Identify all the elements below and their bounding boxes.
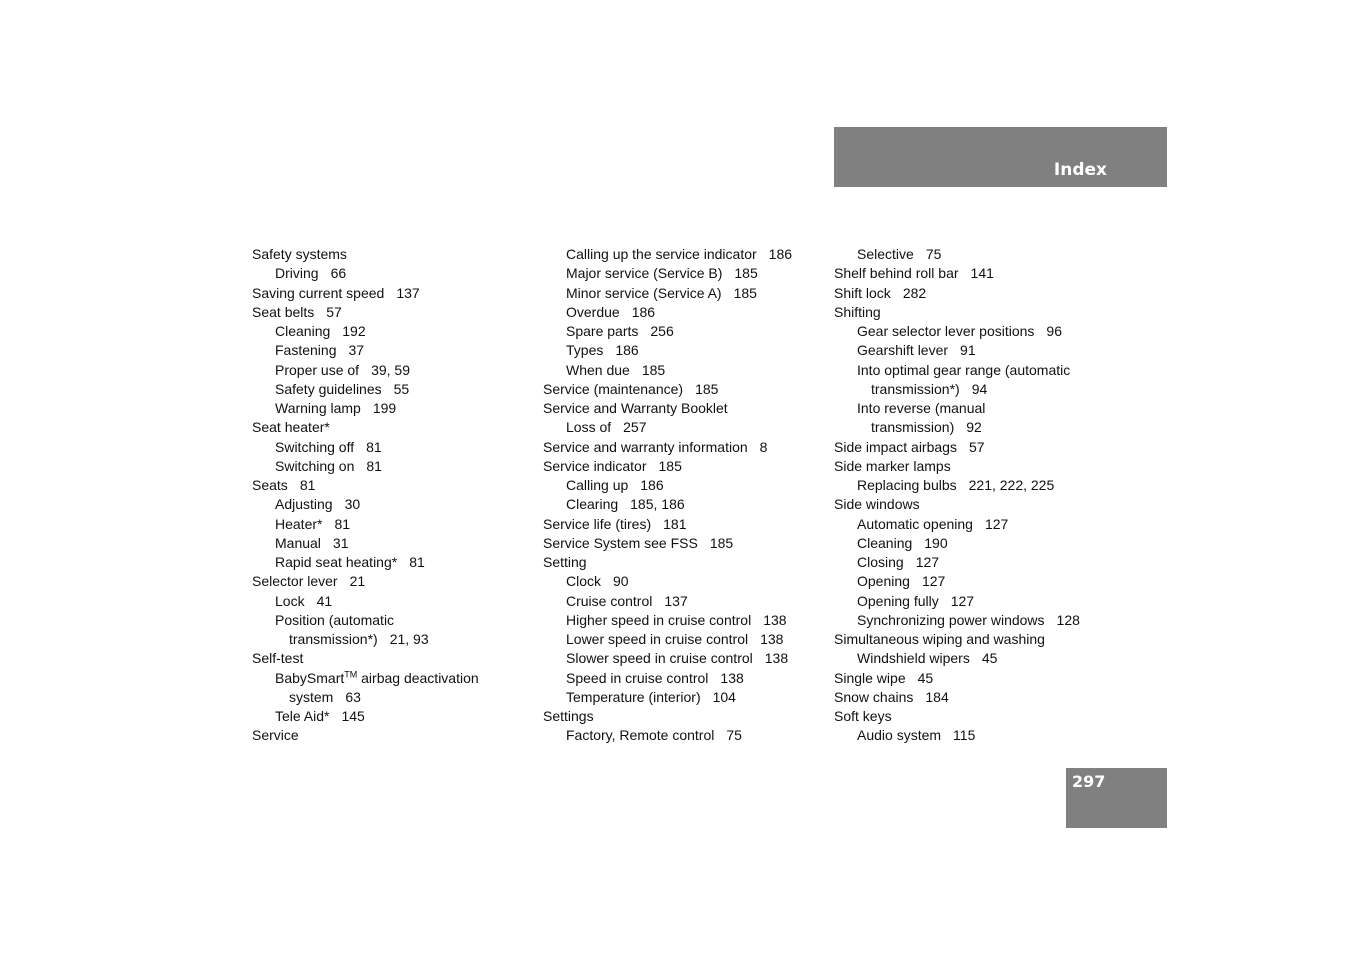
index-entry bbox=[252, 264, 532, 283]
index-term: Service bbox=[252, 727, 299, 744]
index-page-reference: 138 bbox=[760, 631, 784, 647]
index-entry bbox=[252, 284, 532, 303]
index-term: system bbox=[289, 688, 334, 705]
index-page-reference: 96 bbox=[1046, 323, 1062, 339]
index-entry bbox=[543, 245, 828, 264]
index-page-reference: 81 bbox=[299, 477, 316, 493]
index-term: Shift lock bbox=[834, 284, 891, 301]
index-term: Snow chains bbox=[834, 688, 914, 705]
index-entry bbox=[834, 303, 1134, 322]
index-entry bbox=[543, 264, 828, 283]
index-entry bbox=[252, 515, 532, 534]
index-entry bbox=[543, 592, 828, 611]
index-term: Speed in cruise control bbox=[566, 669, 709, 686]
index-term: Closing bbox=[857, 554, 904, 570]
index-entry bbox=[252, 592, 532, 611]
index-entry bbox=[543, 361, 828, 380]
index-entry bbox=[543, 534, 828, 553]
index-term: transmission*) bbox=[289, 631, 378, 647]
index-page-reference: 186 bbox=[768, 246, 793, 262]
index-term: Cruise control bbox=[566, 592, 653, 609]
page-number: 297 bbox=[1072, 772, 1106, 791]
page-title: Index bbox=[1053, 160, 1107, 180]
index-entry bbox=[834, 418, 1134, 437]
index-page-reference: 55 bbox=[393, 380, 410, 397]
index-term: Cleaning bbox=[857, 534, 913, 551]
index-page-reference: 66 bbox=[330, 265, 347, 282]
page-number-box bbox=[1066, 768, 1167, 828]
index-entry bbox=[543, 341, 828, 360]
index-term: Simultaneous wiping and washing bbox=[834, 631, 1045, 647]
index-page-reference: 57 bbox=[326, 303, 342, 320]
index-term: Minor service (Service A) bbox=[566, 284, 722, 301]
index-term: Service System see FSS bbox=[543, 534, 698, 551]
index-page-reference: 41 bbox=[316, 592, 333, 609]
index-page-reference: 104 bbox=[712, 688, 736, 705]
index-entry bbox=[834, 264, 1134, 283]
index-term: Position (automatic bbox=[275, 611, 395, 628]
index-page-reference: 81 bbox=[409, 554, 425, 570]
index-entry bbox=[252, 669, 532, 688]
index-page-reference: 81 bbox=[366, 438, 382, 455]
index-entry bbox=[543, 707, 828, 726]
index-entry bbox=[252, 649, 532, 668]
index-term: Soft keys bbox=[834, 708, 892, 724]
index-term: Driving bbox=[275, 265, 319, 282]
index-term: Opening bbox=[857, 573, 910, 590]
index-term: Adjusting bbox=[275, 496, 333, 513]
index-term: Temperature (interior) bbox=[566, 688, 701, 705]
index-term: BabySmart bbox=[275, 669, 345, 686]
index-entry bbox=[543, 515, 828, 534]
index-term: Heater* bbox=[275, 515, 323, 532]
index-entry bbox=[543, 630, 828, 649]
index-term: Side marker lamps bbox=[834, 457, 951, 474]
index-page-reference: 138 bbox=[763, 611, 787, 628]
index-entry bbox=[252, 380, 532, 399]
index-entry bbox=[543, 649, 828, 668]
index-term: Opening fully bbox=[857, 592, 939, 609]
index-entry bbox=[252, 611, 532, 630]
index-entry bbox=[543, 418, 828, 437]
index-entry bbox=[252, 572, 532, 591]
index-page-reference: 92 bbox=[966, 419, 982, 436]
index-page-reference: 127 bbox=[915, 554, 940, 570]
index-entry bbox=[834, 707, 1134, 726]
index-page-reference: 256 bbox=[650, 323, 674, 339]
header-bar bbox=[834, 127, 1167, 187]
index-entry bbox=[834, 245, 1134, 264]
index-entry bbox=[834, 553, 1134, 572]
index-entry bbox=[834, 438, 1134, 457]
index-term: Automatic opening bbox=[857, 515, 973, 532]
index-term: Cleaning bbox=[275, 323, 331, 339]
index-term: Audio system bbox=[857, 727, 942, 744]
index-entry bbox=[252, 303, 532, 322]
index-page-reference: 115 bbox=[953, 727, 976, 744]
index-term: Major service (Service B) bbox=[566, 265, 723, 282]
index-term: Service indicator bbox=[543, 457, 647, 474]
index-entry bbox=[834, 592, 1134, 611]
index-entry bbox=[252, 553, 532, 572]
index-entry bbox=[252, 534, 532, 553]
index-page-reference: 45 bbox=[917, 669, 934, 686]
index-term: Into reverse (manual bbox=[857, 400, 986, 416]
index-term: Overdue bbox=[566, 303, 620, 320]
index-page-reference: 81 bbox=[366, 457, 382, 474]
index-term: Safety systems bbox=[252, 246, 347, 262]
index-page-reference: 127 bbox=[950, 592, 975, 609]
index-page-reference: 39, 59 bbox=[371, 361, 410, 378]
index-entry bbox=[834, 649, 1134, 668]
index-page-reference: 81 bbox=[334, 515, 351, 532]
index-entry bbox=[252, 726, 532, 745]
index-page-reference: 57 bbox=[968, 438, 985, 455]
index-term: Rapid seat heating* bbox=[275, 554, 398, 570]
index-entry bbox=[543, 303, 828, 322]
index-page-reference: 91 bbox=[960, 342, 976, 359]
index-entry bbox=[834, 515, 1134, 534]
index-term: Setting bbox=[543, 554, 587, 570]
index-term: Switching off bbox=[275, 438, 355, 455]
index-entry bbox=[543, 322, 828, 341]
index-entry bbox=[543, 495, 828, 514]
index-term: Lock bbox=[275, 592, 305, 609]
index-page-reference: 75 bbox=[726, 727, 742, 744]
index-term: Proper use of bbox=[275, 361, 360, 378]
index-term: Shifting bbox=[834, 303, 881, 320]
index-page-reference: 21 bbox=[349, 573, 366, 590]
index-page-reference: 8 bbox=[759, 438, 768, 455]
index-page-reference: 21, 93 bbox=[389, 631, 429, 647]
index-page-reference: 45 bbox=[981, 650, 998, 667]
index-entry bbox=[834, 476, 1134, 495]
index-entry bbox=[252, 399, 532, 418]
index-term: Clearing bbox=[566, 496, 619, 513]
index-term: Single wipe bbox=[834, 669, 906, 686]
index-entry bbox=[834, 611, 1134, 630]
index-page-reference: 185 bbox=[695, 380, 719, 397]
index-term: Manual bbox=[275, 534, 321, 551]
index-entry bbox=[252, 707, 532, 726]
index-term: Service and Warranty Booklet bbox=[543, 400, 728, 416]
index-page-reference: 185 bbox=[709, 534, 734, 551]
index-entry bbox=[834, 688, 1134, 707]
index-page-reference: 31 bbox=[332, 534, 349, 551]
index-page-reference: 185, 186 bbox=[630, 496, 685, 513]
index-entry bbox=[252, 245, 532, 264]
index-term: Calling up bbox=[566, 477, 629, 493]
index-term: Switching on bbox=[275, 457, 355, 474]
index-term: Saving current speed bbox=[252, 284, 385, 301]
index-page-reference: 185 bbox=[641, 361, 666, 378]
index-term: Service (maintenance) bbox=[543, 380, 684, 397]
index-entry bbox=[834, 399, 1134, 418]
index-entry bbox=[543, 611, 828, 630]
index-term: Replacing bulbs bbox=[857, 477, 957, 493]
index-page-reference: 138 bbox=[720, 669, 744, 686]
index-page-reference: 63 bbox=[345, 688, 361, 705]
index-entry bbox=[543, 669, 828, 688]
index-page-reference: 128 bbox=[1056, 611, 1080, 628]
index-entry bbox=[543, 284, 828, 303]
index-term: Slower speed in cruise control bbox=[566, 650, 753, 667]
index-entry bbox=[834, 361, 1134, 380]
index-term: Gearshift lever bbox=[857, 342, 949, 359]
index-term: transmission*) bbox=[871, 380, 960, 397]
index-entry bbox=[834, 726, 1134, 745]
index-term: Clock bbox=[566, 573, 602, 590]
index-entry bbox=[834, 341, 1134, 360]
index-term: Into optimal gear range (automatic bbox=[857, 361, 1071, 378]
index-entry bbox=[834, 669, 1134, 688]
index-entry bbox=[543, 572, 828, 591]
index-page-reference: 185 bbox=[733, 284, 757, 301]
index-page-reference: 282 bbox=[902, 284, 927, 301]
index-term: Service life (tires) bbox=[543, 515, 652, 532]
index-entry bbox=[252, 322, 532, 341]
index-term: Loss of bbox=[566, 419, 612, 436]
index-term: Seats bbox=[252, 477, 288, 493]
index-column-2 bbox=[543, 245, 828, 746]
index-term-suffix: airbag deactivation bbox=[357, 669, 479, 686]
index-page-reference: 127 bbox=[921, 573, 946, 590]
index-entry bbox=[252, 361, 532, 380]
index-term: Synchronizing power windows bbox=[857, 611, 1045, 628]
index-page-reference: 257 bbox=[623, 419, 647, 436]
index-term: Selector lever bbox=[252, 573, 338, 590]
index-entry bbox=[834, 457, 1134, 476]
index-entry bbox=[252, 418, 532, 437]
index-entry bbox=[252, 476, 532, 495]
index-term: Service and warranty information bbox=[543, 438, 748, 455]
index-page-reference: 137 bbox=[396, 284, 420, 301]
index-column-3 bbox=[834, 245, 1134, 746]
index-term: Spare parts bbox=[566, 323, 639, 339]
index-page-reference: 137 bbox=[664, 592, 688, 609]
index-page-reference: 186 bbox=[631, 303, 656, 320]
index-page-reference: 37 bbox=[348, 342, 365, 359]
index-term: Lower speed in cruise control bbox=[566, 631, 749, 647]
index-entry bbox=[252, 341, 532, 360]
index-page-reference: 221, 222, 225 bbox=[968, 477, 1055, 493]
index-page-reference: 138 bbox=[764, 650, 789, 667]
index-entry bbox=[834, 572, 1134, 591]
index-term: Fastening bbox=[275, 342, 337, 359]
index-term: Higher speed in cruise control bbox=[566, 611, 752, 628]
index-entry bbox=[834, 284, 1134, 303]
index-term: Gear selector lever positions bbox=[857, 323, 1035, 339]
index-page-reference: 141 bbox=[970, 265, 994, 282]
index-page-reference: 185 bbox=[734, 265, 758, 282]
index-entry bbox=[252, 457, 532, 476]
index-term: Windshield wipers bbox=[857, 650, 970, 667]
index-entry bbox=[252, 688, 532, 707]
index-term: Calling up the service indicator bbox=[566, 246, 757, 262]
index-term: Self-test bbox=[252, 650, 304, 667]
index-entry bbox=[834, 495, 1134, 514]
index-page-reference: 90 bbox=[613, 573, 629, 590]
index-entry bbox=[834, 322, 1134, 341]
index-page-reference: 184 bbox=[925, 688, 949, 705]
index-entry bbox=[543, 553, 828, 572]
index-entry bbox=[252, 438, 532, 457]
index-term: Seat belts bbox=[252, 303, 315, 320]
index-page-reference: 94 bbox=[971, 380, 988, 397]
index-term: Safety guidelines bbox=[275, 380, 382, 397]
index-term: Selective bbox=[857, 246, 914, 262]
index-column-1 bbox=[252, 245, 532, 746]
index-term: Settings bbox=[543, 708, 594, 724]
index-entry bbox=[834, 380, 1134, 399]
index-entry bbox=[543, 380, 828, 399]
index-page-reference: 199 bbox=[372, 400, 397, 416]
index-entry bbox=[834, 534, 1134, 553]
index-entry bbox=[543, 476, 828, 495]
index-page-reference: 185 bbox=[658, 457, 682, 474]
index-entry bbox=[543, 688, 828, 707]
index-term: transmission) bbox=[871, 419, 955, 436]
index-page-reference: 145 bbox=[341, 708, 365, 724]
index-term: Seat heater* bbox=[252, 419, 330, 436]
index-page-reference: 75 bbox=[925, 246, 942, 262]
index-entry bbox=[543, 726, 828, 745]
index-page-reference: 190 bbox=[924, 534, 948, 551]
index-entry bbox=[543, 438, 828, 457]
index-term: Side windows bbox=[834, 496, 920, 513]
index-page-reference: 30 bbox=[344, 496, 361, 513]
index-page-reference: 127 bbox=[984, 515, 1009, 532]
index-term: Warning lamp bbox=[275, 400, 361, 416]
index-page-reference: 181 bbox=[663, 515, 687, 532]
index-term: When due bbox=[566, 361, 630, 378]
index-term: Side impact airbags bbox=[834, 438, 957, 455]
index-entry bbox=[834, 630, 1134, 649]
index-page-reference: 186 bbox=[615, 342, 639, 359]
index-term: Shelf behind roll bar bbox=[834, 265, 959, 282]
index-term: Tele Aid* bbox=[275, 708, 330, 724]
index-entry bbox=[252, 495, 532, 514]
trademark-superscript: TM bbox=[344, 668, 358, 679]
index-term: Types bbox=[566, 342, 604, 359]
index-page-reference: 186 bbox=[640, 477, 664, 493]
index-entry bbox=[543, 399, 828, 418]
index-entry bbox=[543, 457, 828, 476]
index-entry bbox=[252, 630, 532, 649]
index-term: Factory, Remote control bbox=[566, 727, 715, 744]
index-page-reference: 192 bbox=[342, 323, 366, 339]
